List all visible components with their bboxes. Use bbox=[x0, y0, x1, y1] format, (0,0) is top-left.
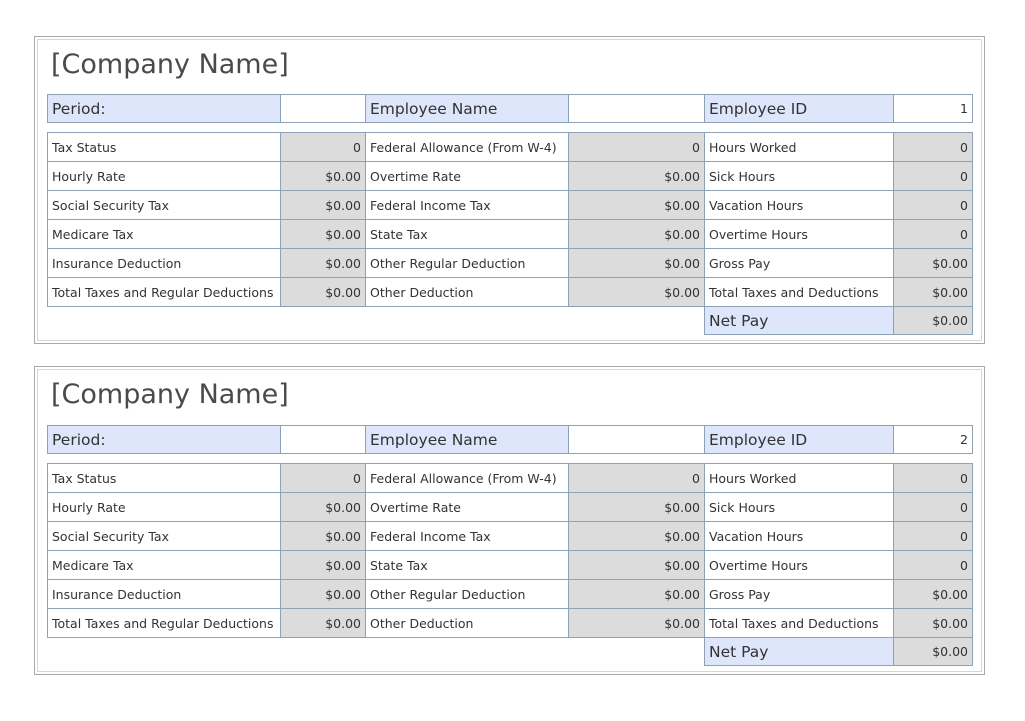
tax-status-value[interactable]: 0 bbox=[280, 132, 366, 162]
insurance-deduction-label: Insurance Deduction bbox=[47, 248, 281, 278]
medicare-tax-value[interactable]: $0.00 bbox=[280, 550, 366, 580]
hourly-rate-label: Hourly Rate bbox=[47, 492, 281, 522]
other-regular-deduction-label: Other Regular Deduction bbox=[365, 248, 569, 278]
gross-pay-label: Gross Pay bbox=[704, 248, 894, 278]
federal-income-tax-label: Federal Income Tax bbox=[365, 521, 569, 551]
employee-id-field[interactable]: 2 bbox=[893, 425, 973, 454]
employee-id-label: Employee ID bbox=[704, 425, 894, 454]
federal-income-tax-value[interactable]: $0.00 bbox=[568, 521, 705, 551]
total-taxes-regular-deductions-label: Total Taxes and Regular Deductions bbox=[47, 277, 281, 307]
overtime-hours-value[interactable]: 0 bbox=[893, 219, 973, 249]
vacation-hours-value[interactable]: 0 bbox=[893, 521, 973, 551]
federal-income-tax-value[interactable]: $0.00 bbox=[568, 190, 705, 220]
total-taxes-regular-deductions-label: Total Taxes and Regular Deductions bbox=[47, 608, 281, 638]
other-regular-deduction-value[interactable]: $0.00 bbox=[568, 248, 705, 278]
pay-stub-2 bbox=[34, 366, 985, 675]
hours-worked-value[interactable]: 0 bbox=[893, 463, 973, 493]
overtime-rate-value[interactable]: $0.00 bbox=[568, 161, 705, 191]
company-name: [Company Name] bbox=[51, 379, 289, 410]
hours-worked-label: Hours Worked bbox=[704, 463, 894, 493]
employee-id-field[interactable]: 1 bbox=[893, 94, 973, 123]
vacation-hours-value[interactable]: 0 bbox=[893, 190, 973, 220]
overtime-hours-value[interactable]: 0 bbox=[893, 550, 973, 580]
insurance-deduction-label: Insurance Deduction bbox=[47, 579, 281, 609]
overtime-rate-value[interactable]: $0.00 bbox=[568, 492, 705, 522]
social-security-tax-value[interactable]: $0.00 bbox=[280, 521, 366, 551]
hourly-rate-value[interactable]: $0.00 bbox=[280, 492, 366, 522]
other-regular-deduction-value[interactable]: $0.00 bbox=[568, 579, 705, 609]
tax-status-label: Tax Status bbox=[47, 463, 281, 493]
sick-hours-label: Sick Hours bbox=[704, 161, 894, 191]
state-tax-label: State Tax bbox=[365, 550, 569, 580]
period-label: Period: bbox=[47, 94, 281, 123]
tax-status-value[interactable]: 0 bbox=[280, 463, 366, 493]
overtime-hours-label: Overtime Hours bbox=[704, 550, 894, 580]
federal-allowance-value[interactable]: 0 bbox=[568, 463, 705, 493]
total-taxes-regular-deductions-value[interactable]: $0.00 bbox=[280, 608, 366, 638]
employee-id-label: Employee ID bbox=[704, 94, 894, 123]
period-label: Period: bbox=[47, 425, 281, 454]
overtime-rate-label: Overtime Rate bbox=[365, 161, 569, 191]
vacation-hours-label: Vacation Hours bbox=[704, 190, 894, 220]
social-security-tax-label: Social Security Tax bbox=[47, 190, 281, 220]
state-tax-label: State Tax bbox=[365, 219, 569, 249]
period-field[interactable] bbox=[280, 94, 366, 123]
social-security-tax-label: Social Security Tax bbox=[47, 521, 281, 551]
overtime-rate-label: Overtime Rate bbox=[365, 492, 569, 522]
employee-name-field[interactable] bbox=[568, 94, 705, 123]
insurance-deduction-value[interactable]: $0.00 bbox=[280, 579, 366, 609]
company-name: [Company Name] bbox=[51, 49, 289, 80]
employee-name-field[interactable] bbox=[568, 425, 705, 454]
hourly-rate-label: Hourly Rate bbox=[47, 161, 281, 191]
sick-hours-value[interactable]: 0 bbox=[893, 161, 973, 191]
total-taxes-deductions-value[interactable]: $0.00 bbox=[893, 608, 973, 638]
pay-stub-1 bbox=[34, 36, 985, 344]
total-taxes-deductions-label: Total Taxes and Deductions bbox=[704, 277, 894, 307]
other-deduction-value[interactable]: $0.00 bbox=[568, 608, 705, 638]
state-tax-value[interactable]: $0.00 bbox=[568, 550, 705, 580]
net-pay-label: Net Pay bbox=[704, 306, 894, 335]
hours-worked-label: Hours Worked bbox=[704, 132, 894, 162]
insurance-deduction-value[interactable]: $0.00 bbox=[280, 248, 366, 278]
employee-name-label: Employee Name bbox=[365, 425, 569, 454]
overtime-hours-label: Overtime Hours bbox=[704, 219, 894, 249]
other-deduction-label: Other Deduction bbox=[365, 608, 569, 638]
net-pay-value[interactable]: $0.00 bbox=[893, 637, 973, 666]
other-deduction-label: Other Deduction bbox=[365, 277, 569, 307]
hourly-rate-value[interactable]: $0.00 bbox=[280, 161, 366, 191]
gross-pay-label: Gross Pay bbox=[704, 579, 894, 609]
gross-pay-value[interactable]: $0.00 bbox=[893, 248, 973, 278]
gross-pay-value[interactable]: $0.00 bbox=[893, 579, 973, 609]
federal-allowance-value[interactable]: 0 bbox=[568, 132, 705, 162]
vacation-hours-label: Vacation Hours bbox=[704, 521, 894, 551]
total-taxes-deductions-label: Total Taxes and Deductions bbox=[704, 608, 894, 638]
sick-hours-label: Sick Hours bbox=[704, 492, 894, 522]
total-taxes-regular-deductions-value[interactable]: $0.00 bbox=[280, 277, 366, 307]
tax-status-label: Tax Status bbox=[47, 132, 281, 162]
federal-allowance-label: Federal Allowance (From W-4) bbox=[365, 463, 569, 493]
total-taxes-deductions-value[interactable]: $0.00 bbox=[893, 277, 973, 307]
other-regular-deduction-label: Other Regular Deduction bbox=[365, 579, 569, 609]
period-field[interactable] bbox=[280, 425, 366, 454]
net-pay-value[interactable]: $0.00 bbox=[893, 306, 973, 335]
state-tax-value[interactable]: $0.00 bbox=[568, 219, 705, 249]
other-deduction-value[interactable]: $0.00 bbox=[568, 277, 705, 307]
federal-allowance-label: Federal Allowance (From W-4) bbox=[365, 132, 569, 162]
net-pay-label: Net Pay bbox=[704, 637, 894, 666]
medicare-tax-label: Medicare Tax bbox=[47, 550, 281, 580]
hours-worked-value[interactable]: 0 bbox=[893, 132, 973, 162]
social-security-tax-value[interactable]: $0.00 bbox=[280, 190, 366, 220]
employee-name-label: Employee Name bbox=[365, 94, 569, 123]
federal-income-tax-label: Federal Income Tax bbox=[365, 190, 569, 220]
medicare-tax-value[interactable]: $0.00 bbox=[280, 219, 366, 249]
sick-hours-value[interactable]: 0 bbox=[893, 492, 973, 522]
medicare-tax-label: Medicare Tax bbox=[47, 219, 281, 249]
